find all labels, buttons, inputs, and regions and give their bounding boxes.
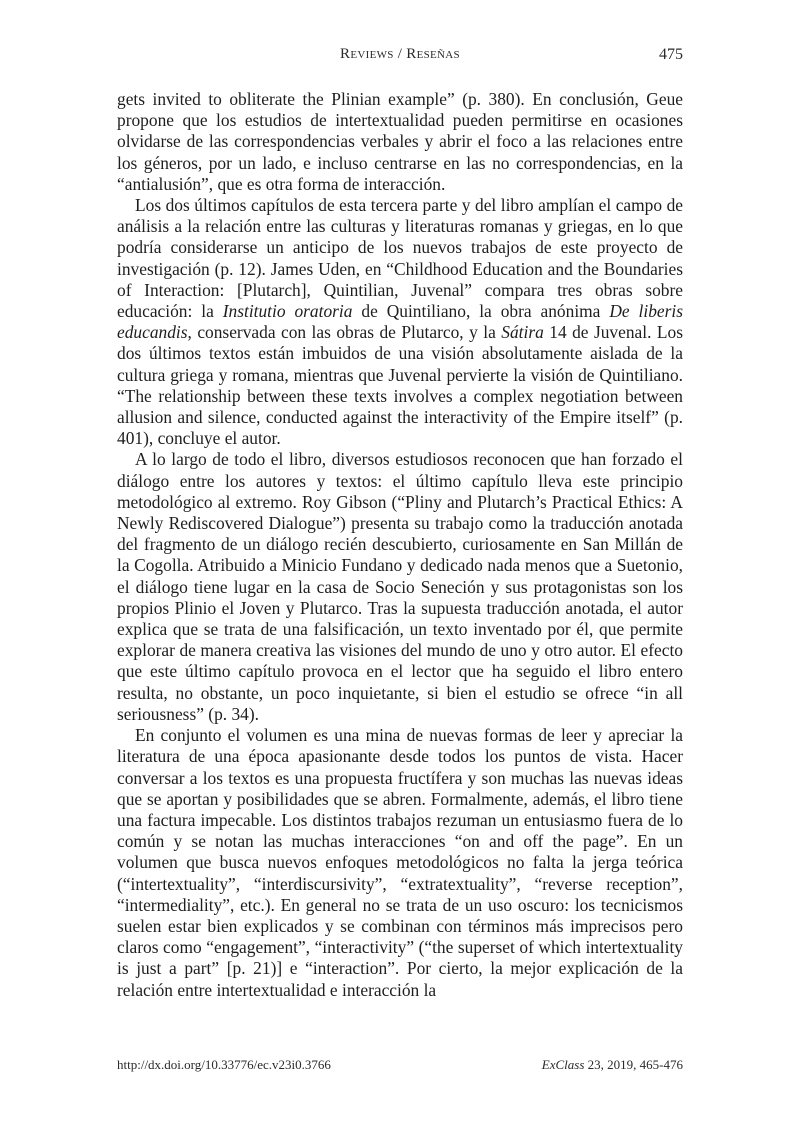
italic-title: Sátira — [501, 322, 544, 343]
text-segment: A lo largo de todo el libro, diversos estudiosos reconocen que han forzado el diálogo entre los autores y textos: el último capítulo lleva este principio metodológico al extremo. Roy Gibson (“Pliny and Plutarch’s Practical Ethics: A Newly Rediscovered Dialogue”) presenta su trabajo como la traducción anotada del fragmento de un diálogo recién descubierto, curiosamente en San Millán de la Cogolla. Atribuido a Minicio Fundano y dedicado nada menos que a Suetonio, el diálogo tiene lugar en la casa de Socio Seneción y sus protagonistas son los propios Plinio el Joven y Plutarco. Tras la supuesta traducción anotada, el autor explica que se trata de una falsificación, un texto inventado por él, que permite explorar de manera creativa las visiones del mundo de uno y otro autor. El efecto que este último capítulo provoca en el lector que ha seguido el libro entero resulta, no obstante, un poco inquietante, si bien el estudio se ofrece “in all seriousness” (p. 34). — [117, 449, 683, 724]
paragraph-2 — [117, 195, 683, 449]
page-header — [117, 46, 683, 68]
text-segment: Los dos últimos capítulos de esta tercera parte y del libro amplían el campo de análisis a la relación entre las culturas y literaturas romanas y griegas, en lo que podría considerarse un anticipo de los nuevos trabajos de este proyecto de investigación (p. 12). James Uden, en “Childhood Education and the Boundaries of Interaction: [Plutarch], Quintilian, Juvenal” compara tres obras sobre educación: la — [117, 195, 683, 322]
doi-link[interactable]: http://dx.doi.org/10.33776/ec.v23i0.3766 — [117, 1057, 331, 1072]
italic-title: De liberis educandis — [117, 301, 683, 343]
paragraph-1 — [117, 89, 683, 195]
paragraph-3 — [117, 449, 683, 725]
paragraph-4 — [117, 725, 683, 1001]
page-footer — [117, 1057, 683, 1077]
text-segment: , conservada con las obras de Plutarco, y la — [187, 322, 502, 343]
body-text — [117, 89, 683, 1001]
running-head: Reviews / Reseñas — [340, 46, 460, 62]
text-segment: de Quintiliano, la obra anónima — [352, 301, 610, 322]
italic-title: Institutio oratoria — [222, 301, 353, 322]
page-number: 475 — [659, 46, 683, 63]
text-segment: En conjunto el volumen es una mina de nuevas formas de leer y apreciar la literatura de una época apasionante desde todos los puntos de vista. Hacer conversar a los textos es una propuesta fructífera y son muchas las nuevas ideas que se aportan y posibilidades que se abren. Formalmente, además, el libro tiene una factura impecable. Los distintos trabajos rezuman un entusiasmo fuera de lo común y se notan las muchas interacciones “on and off the page”. En un volumen que busca nuevos enfoques metodológicos no falta la jerga teórica (“intertextuality”, “interdiscursivity”, “extratextuality”, “reverse reception”, “intermediality”, etc.). En general no se trata de un uso oscuro: los tecnicismos suelen estar bien explicados y se combinan con términos más imprecisos pero claros como “engagement”, “interactivity” (“the superset of which intertextuality is just a part” [p. 21)] e “interaction”. Por cierto, la mejor explicación de la relación entre intertextualidad e interacción la — [117, 725, 683, 1000]
journal-title: ExClass — [541, 1057, 585, 1072]
text-segment: 14 de Juvenal. Los dos últimos textos están imbuidos de una visión absolutamente aislada de la cultura griega y romana, mientras que Juvenal pervierte la visión de Quintiliano. “The relationship between these texts involves a complex negotiation between allusion and silence, conducted against the interactivity of the Empire itself” (p. 401), concluye el autor. — [117, 322, 683, 449]
citation-details: 23, 2019, 465-476 — [584, 1057, 683, 1072]
journal-citation — [542, 1057, 683, 1073]
text-segment: gets invited to obliterate the Plinian example” (p. 380). En conclusión, Geue propone que los estudios de intertextualidad pueden permitirse en ocasiones olvidarse de las correspondencias verbales y abrir el foco a las relaciones entre los géneros, por un lado, e incluso centrarse en las no correspondencias, en la “antialusión”, que es otra forma de interacción. — [117, 89, 683, 194]
